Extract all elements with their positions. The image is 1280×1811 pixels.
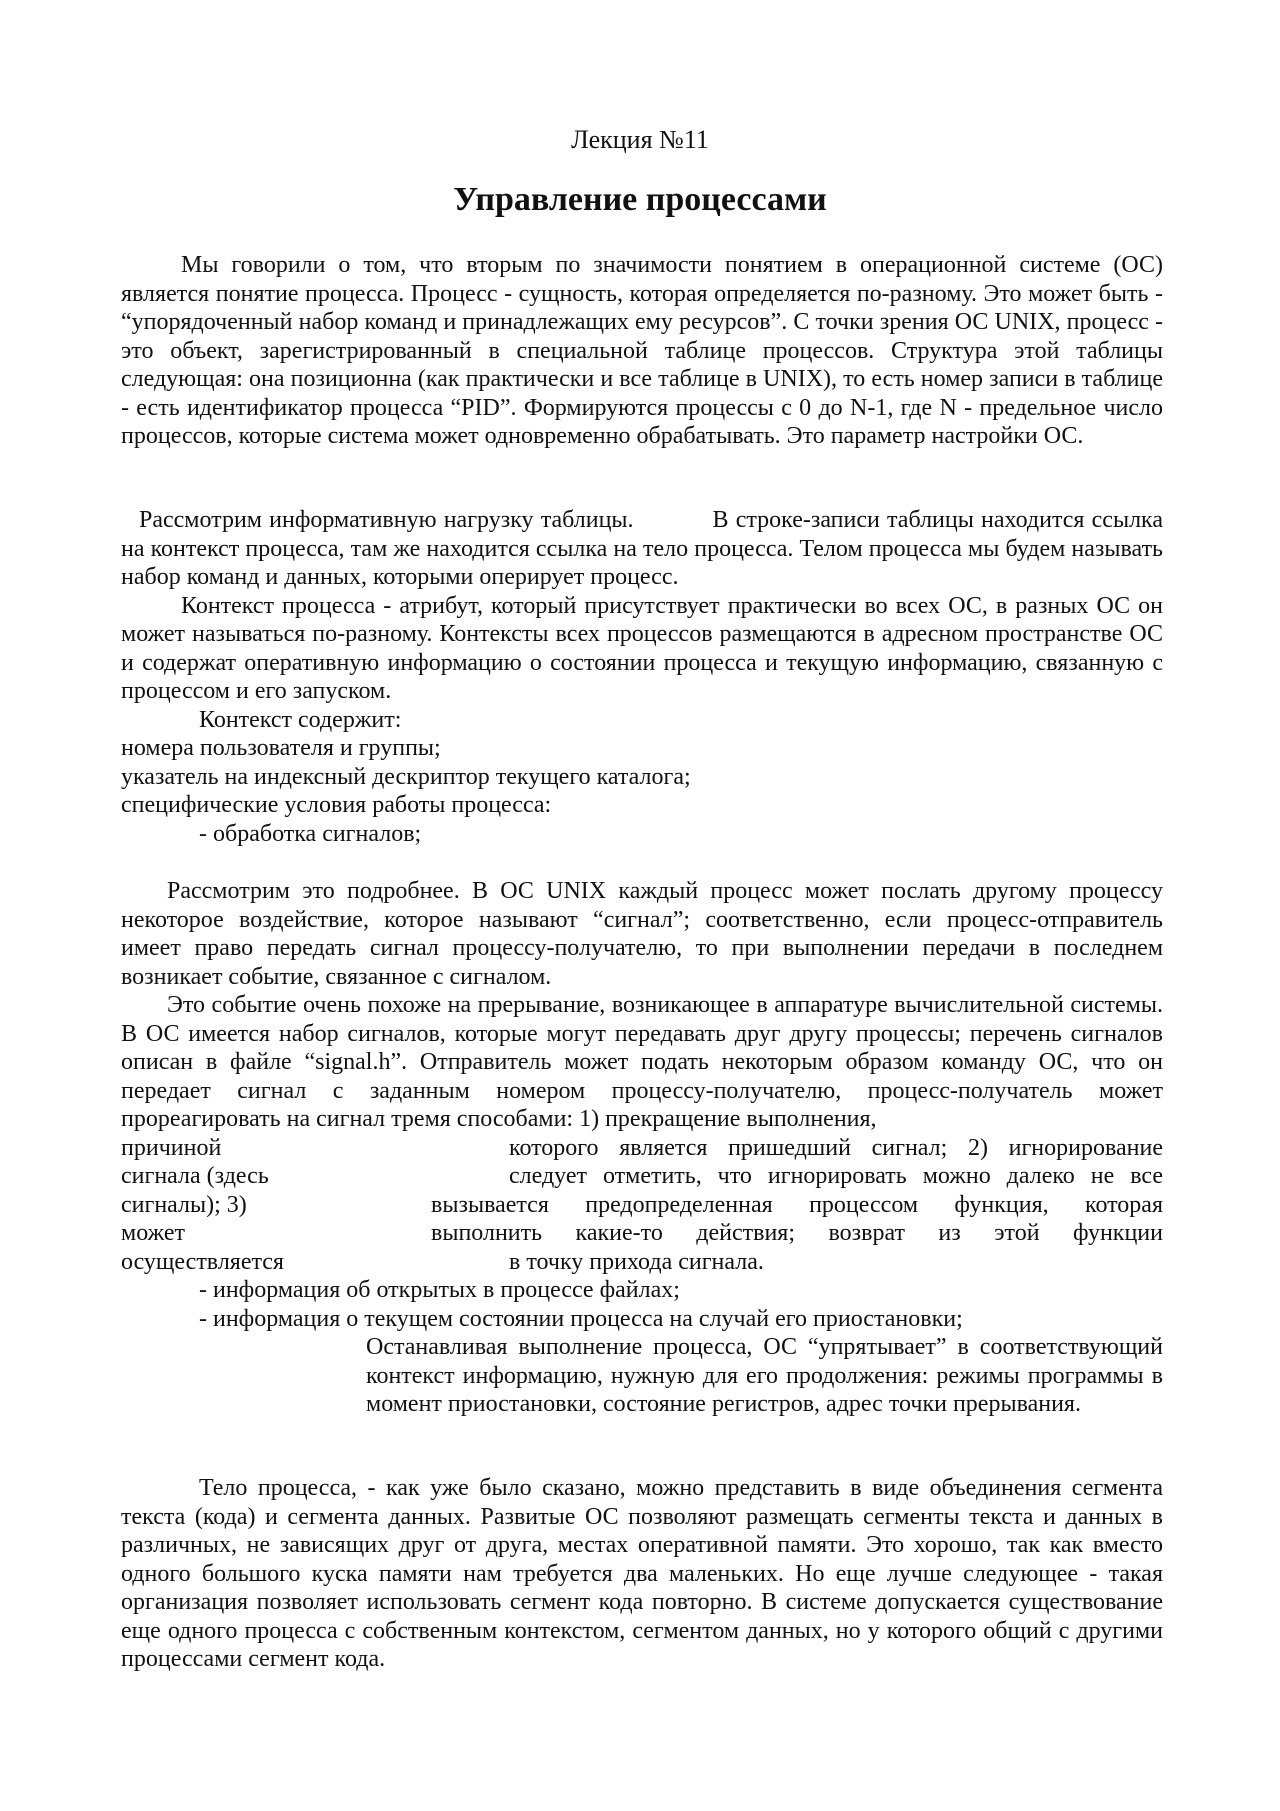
paragraph-1: Мы говорили о том, что вторым по значимости понятием в операционной системе (ОС) является понятие процесса. Процесс - сущность, которая определяется по-разному. Это может быть - “упорядоченный набор команд и принадлежащих ему ресурсов”. С точки зрения ОС UNIX, процесс - это объект, зарегистрированный в специальной таблице процессов. Структура этой таблицы следующая: она позиционна (как практически и все таблице в UNIX), то есть номер записи в таблице - есть идентификатор процесса “PID”. Формируются процессы с 0 до N-1, где N - предельное число процессов, которые система может одновременно обрабатывать. Это параметр настройки ОС. — [121, 252, 1163, 449]
paragraph-suspend: Останавливая выполнение процесса, ОС “упрятывает” в соответствующий контекст информацию, нужную для его продолжения: режимы программы в момент приостановки, состояние регистров, адрес точки прерывания. — [366, 1334, 1163, 1417]
context-heading: Контекст содержит: — [199, 706, 402, 733]
split-line-4 — [121, 1219, 1163, 1248]
split-line-3 — [121, 1191, 1163, 1220]
list-item-inode-pointer: указатель на индексный дескриптор текущего каталога; — [121, 763, 691, 790]
split-line-2 — [121, 1162, 1163, 1191]
list-item-user-group: номера пользователя и группы; — [121, 735, 441, 761]
split-right-2: следует отметить, что игнорировать можно далеко не все — [509, 1163, 1163, 1189]
lecture-number: Лекция №11 — [571, 125, 709, 154]
paragraph-3: Контекст процесса - атрибут, который присутствует практически во всех ОС, в разных ОС он может называться по-разному. Контексты всех процессов размещаются в адресном пространстве ОС и содержат оперативную информацию о состоянии процесса и текущую информацию, связанную с процессом и его запуском. — [121, 592, 1163, 704]
page-title: Управление процессами — [453, 181, 827, 218]
list-item-signal-handling: - обработка сигналов; — [199, 820, 422, 847]
list-item-open-files: - информация об открытых в процессе файлах; — [199, 1277, 680, 1303]
split-right-5: в точку прихода сигнала. — [509, 1248, 764, 1275]
split-left-3: сигналы); 3) — [121, 1191, 247, 1218]
indented-block — [366, 1333, 1163, 1419]
section-body — [121, 1474, 1163, 1674]
split-left-4: может — [121, 1220, 185, 1246]
split-left-5: осуществляется — [121, 1248, 284, 1275]
list-item-suspend-state: - информация о текущем состоянии процесса на случай его приостановки; — [199, 1305, 963, 1332]
split-left-1: причиной — [121, 1134, 222, 1161]
list-item-conditions: специфические условия работы процесса: — [121, 792, 552, 818]
paragraph-5: Это событие очень похоже на прерывание, возникающее в аппаратуре вычислительной системы. В ОС имеется набор сигналов, которые могут передавать друг другу процессы; перечень сигналов описан в файле “signal.h”. Отправитель может подать некоторым образом команду ОС, что он передает сигнал с заданным номером процессу-получателю, процесс-получатель может прореагировать на сигнал тремя способами: 1) прекращение выполнения, — [121, 992, 1163, 1132]
split-left-2: сигнала (здесь — [121, 1163, 269, 1189]
paragraph-2: Рассмотрим информативную нагрузку таблицы. В строке-записи таблицы находится ссылка на контекст процесса, там же находится ссылка на тело процесса. Телом процесса мы будем называть набор команд и данных, которыми оперирует процесс. — [121, 507, 1169, 590]
section-table — [121, 506, 1169, 848]
split-right-4: выполнить какие-то действия; возврат из этой функции — [431, 1220, 1163, 1246]
paragraph-intro — [121, 251, 1163, 451]
paragraph-6: Тело процесса, - как уже было сказано, можно представить в виде объединения сегмента текста (кода) и сегмента данных. Развитые ОС позволяют размещать сегменты текста и данных в различных, не зависящих друг от друга, местах оперативной памяти. Это хорошо, так как вместо одного большого куска памяти нам требуется два маленьких. Но еще лучше следующее - такая организация позволяет использовать сегмент кода повторно. В системе допускается существование еще одного процесса с собственным контекстом, сегментом данных, но у которого общий с другими процессами сегмент кода. — [121, 1475, 1163, 1672]
split-line-1 — [121, 1134, 1163, 1163]
paragraph-4: Рассмотрим это подробнее. В ОС UNIX каждый процесс может послать другому процессу некоторое воздействие, которое называют “сигнал”; соответственно, если процесс-отправитель имеет право передать сигнал процессу-получателю, то при выполнении передачи в последнем возникает событие, связанное с сигналом. — [121, 878, 1163, 990]
split-line-5 — [121, 1248, 1163, 1277]
split-right-3: вызывается предопределенная процессом функция, которая — [431, 1191, 1163, 1218]
section-signals — [121, 877, 1163, 1333]
split-right-1: которого является пришедший сигнал; 2) игнорирование — [509, 1134, 1163, 1161]
